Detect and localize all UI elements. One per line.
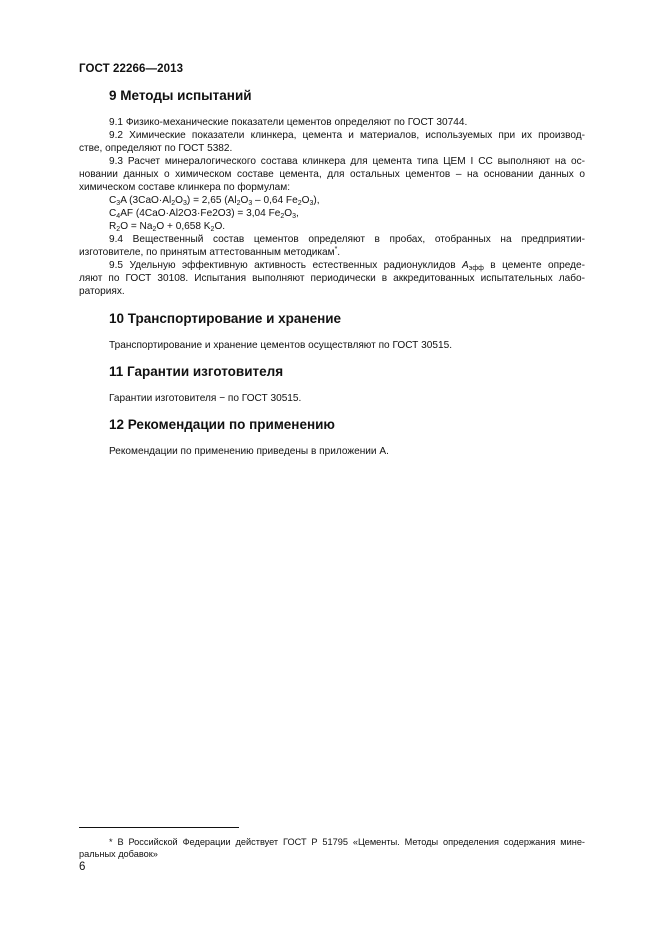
section-11-text: Гарантии изготовителя − по ГОСТ 30515.	[109, 393, 302, 404]
document-header: ГОСТ 22266—2013	[79, 63, 184, 75]
section-11-title: 11 Гарантии изготовителя	[109, 364, 284, 379]
section-12-title: 12 Рекомендации по применению	[109, 417, 335, 432]
section-12-text: Рекомендации по применению приведены в приложении А.	[109, 446, 389, 457]
section-9-title: 9 Методы испытаний	[109, 88, 252, 103]
section-10-text: Транспортирование и хранение цементов осуществляют по ГОСТ 30515.	[109, 340, 453, 351]
section-10-title: 10 Транспортирование и хранение	[109, 311, 342, 326]
paragraph-9-2: 9.2 Химические показатели клинкера, цемента и материалов, используемых при их производ- стве, определяют по ГОСТ 5382.	[79, 130, 585, 154]
footnote-marker: *	[334, 245, 338, 253]
footnote-separator	[79, 827, 239, 828]
paragraph-9-1: 9.1 Физико-механические показатели цементов определяют по ГОСТ 30744.	[109, 117, 468, 128]
footnote: * В Российской Федерации действует ГОСТ Р 51795 «Цементы. Методы определения содержания мине- ральных добавок»	[79, 837, 585, 859]
paragraph-9-3: 9.3 Расчет минералогического состава клинкера для цемента типа ЦЕМ I СС выполняют на ос- новании данных о химическом составе цемента, для остальных цементов – на основании данных о химическом составе клинкера по формулам: $C_3A$ $(3CaO\cdot Al_2O_3) = 2,65$ ($Al_2O_3 - 0,64$ $Fe_2O_3$), $C_4AF$ (4CaO·Al2O3·Fe2O3) = 3,04 $Fe_2O_3$, $R_2O = Na_2O + 0,658$ $K_2O$.	[79, 156, 585, 233]
page-number: 6	[79, 861, 86, 873]
formula-r2o: $R_2O = Na_2O + 0,658$ $K_2O$.	[109, 220, 226, 233]
formula-c4af: $C_4AF$ (4CaO·Al2O3·Fe2O3) = 3,04 $Fe_2O_3$,	[109, 207, 299, 220]
paragraph-9-4: 9.4 Вещественный состав цементов определяют в пробах, отобранных на предприятии- изготовителе, по принятым аттестованным методикам*.	[79, 234, 585, 258]
formula-c3a: $C_3A$ $(3CaO\cdot Al_2O_3) = 2,65$ ($Al_2O_3 - 0,64$ $Fe_2O_3$),	[109, 194, 320, 207]
paragraph-9-5: 9.5 Удельную эффективную активность естественных радионуклидов $A_{эфф}$ в цементе опреде- ляют по ГОСТ 30108. Испытания выполняют периодически в аккредитованных испытательных лабо- раториях.	[79, 260, 585, 297]
